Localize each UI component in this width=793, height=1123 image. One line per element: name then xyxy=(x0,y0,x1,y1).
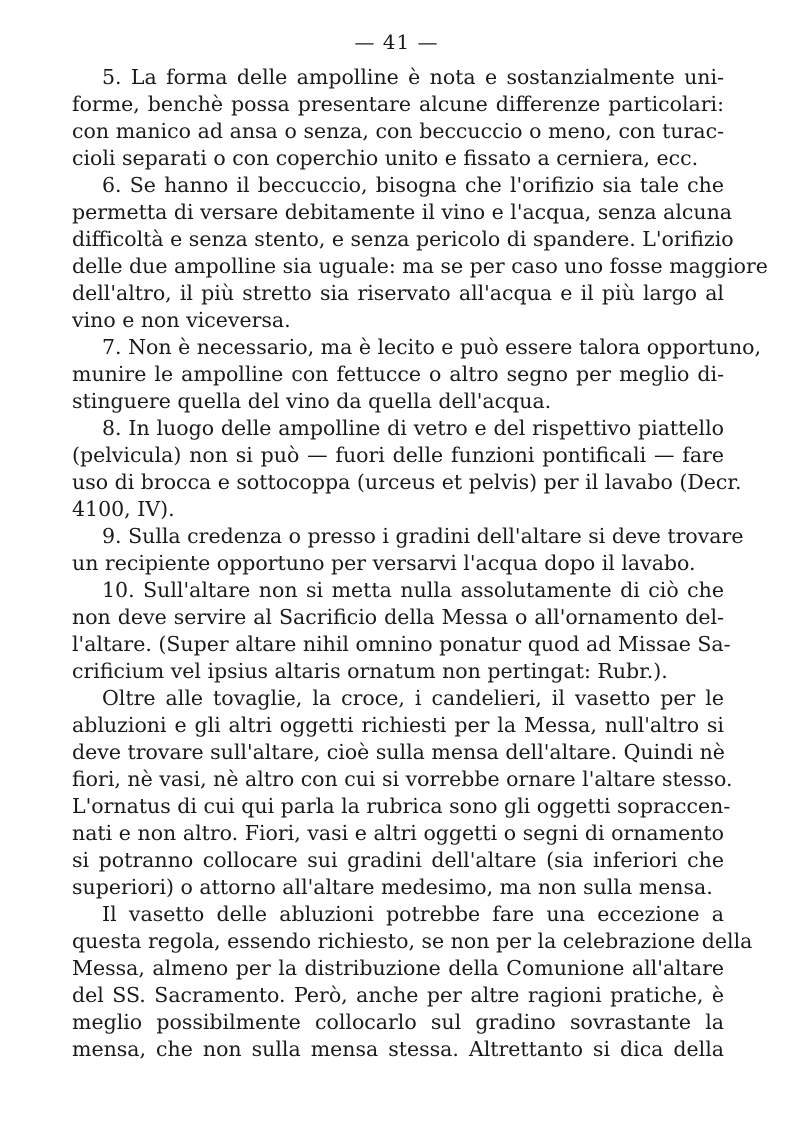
body-text xyxy=(72,64,768,1063)
text-line: l'altare. (Super altare nihil omnino ponatur quod ad Missae Sa- xyxy=(72,632,731,656)
text-line: 6. Se hanno il beccuccio, bisogna che l'orifizio sia tale che xyxy=(102,173,724,197)
text-line: superiori) o attorno all'altare medesimo, ma non sulla mensa. xyxy=(72,875,713,899)
text-line: questa regola, essendo richiesto, se non per la celebrazione della xyxy=(72,929,753,953)
text-line: abluzioni e gli altri oggetti richiesti per la Messa, null'altro si xyxy=(72,713,724,737)
text-line: 5. La forma delle ampolline è nota e sostanzialmente uni- xyxy=(102,65,724,89)
text-line: uso di brocca e sottocoppa (urceus et pelvis) per il lavabo (Decr. xyxy=(72,470,742,494)
text-line: L'ornatus di cui qui parla la rubrica sono gli oggetti sopraccen- xyxy=(72,794,731,818)
text-line: Messa, almeno per la distribuzione della Comunione all'altare xyxy=(72,956,724,980)
text-line: mensa, che non sulla mensa stessa. Altrettanto si dica della xyxy=(72,1037,724,1061)
text-line: 8. In luogo delle ampolline di vetro e del rispettivo piattello xyxy=(102,416,724,440)
text-line: munire le ampolline con fettucce o altro segno per meglio di- xyxy=(72,362,724,386)
text-line: 10. Sull'altare non si metta nulla assolutamente di ciò che xyxy=(102,578,724,602)
text-line: difficoltà e senza stento, e senza pericolo di spandere. L'orifizio xyxy=(72,227,734,251)
text-line: 7. Non è necessario, ma è lecito e può essere talora opportuno, xyxy=(102,335,762,359)
text-line: del SS. Sacramento. Però, anche per altre ragioni pratiche, è xyxy=(72,983,724,1007)
text-line: meglio possibilmente collocarlo sul gradino sovrastante la xyxy=(72,1010,724,1034)
text-line: forme, benchè possa presentare alcune differenze particolari: xyxy=(72,92,724,116)
text-line: con manico ad ansa o senza, con beccuccio o meno, con turac- xyxy=(72,119,724,143)
text-line: (pelvicula) non si può — fuori delle funzioni pontificali — fare xyxy=(72,443,724,467)
text-line: delle due ampolline sia uguale: ma se per caso uno fosse maggiore xyxy=(72,254,768,278)
text-line: stinguere quella del vino da quella dell'acqua. xyxy=(72,389,552,413)
text-line: Oltre alle tovaglie, la croce, i candelieri, il vasetto per le xyxy=(102,686,724,710)
text-line: 4100, IV). xyxy=(72,497,175,521)
text-line: si potranno collocare sui gradini dell'altare (sia inferiori che xyxy=(72,848,724,872)
text-line: un recipiente opportuno per versarvi l'acqua dopo il lavabo. xyxy=(72,551,696,575)
text-line: cioli separati o con coperchio unito e fissato a cerniera, ecc. xyxy=(72,146,699,170)
text-line: Il vasetto delle abluzioni potrebbe fare una eccezione a xyxy=(102,902,724,926)
text-line: dell'altro, il più stretto sia riservato all'acqua e il più largo al xyxy=(72,281,724,305)
text-line: nati e non altro. Fiori, vasi e altri oggetti o segni di ornamento xyxy=(72,821,724,845)
text-line: non deve servire al Sacrificio della Messa o all'ornamento del- xyxy=(72,605,724,629)
text-line: deve trovare sull'altare, cioè sulla mensa dell'altare. Quindi nè xyxy=(72,740,725,764)
text-line: vino e non viceversa. xyxy=(72,308,291,332)
text-line: permetta di versare debitamente il vino e l'acqua, senza alcuna xyxy=(72,200,733,224)
text-line: crificium vel ipsius altaris ornatum non pertingat: Rubr.). xyxy=(72,659,668,683)
text-line: 9. Sulla credenza o presso i gradini dell'altare si deve trovare xyxy=(102,524,744,548)
text-line: fiori, nè vasi, nè altro con cui si vorrebbe ornare l'altare stesso. xyxy=(72,767,733,791)
page-number: — 41 — xyxy=(354,30,439,54)
